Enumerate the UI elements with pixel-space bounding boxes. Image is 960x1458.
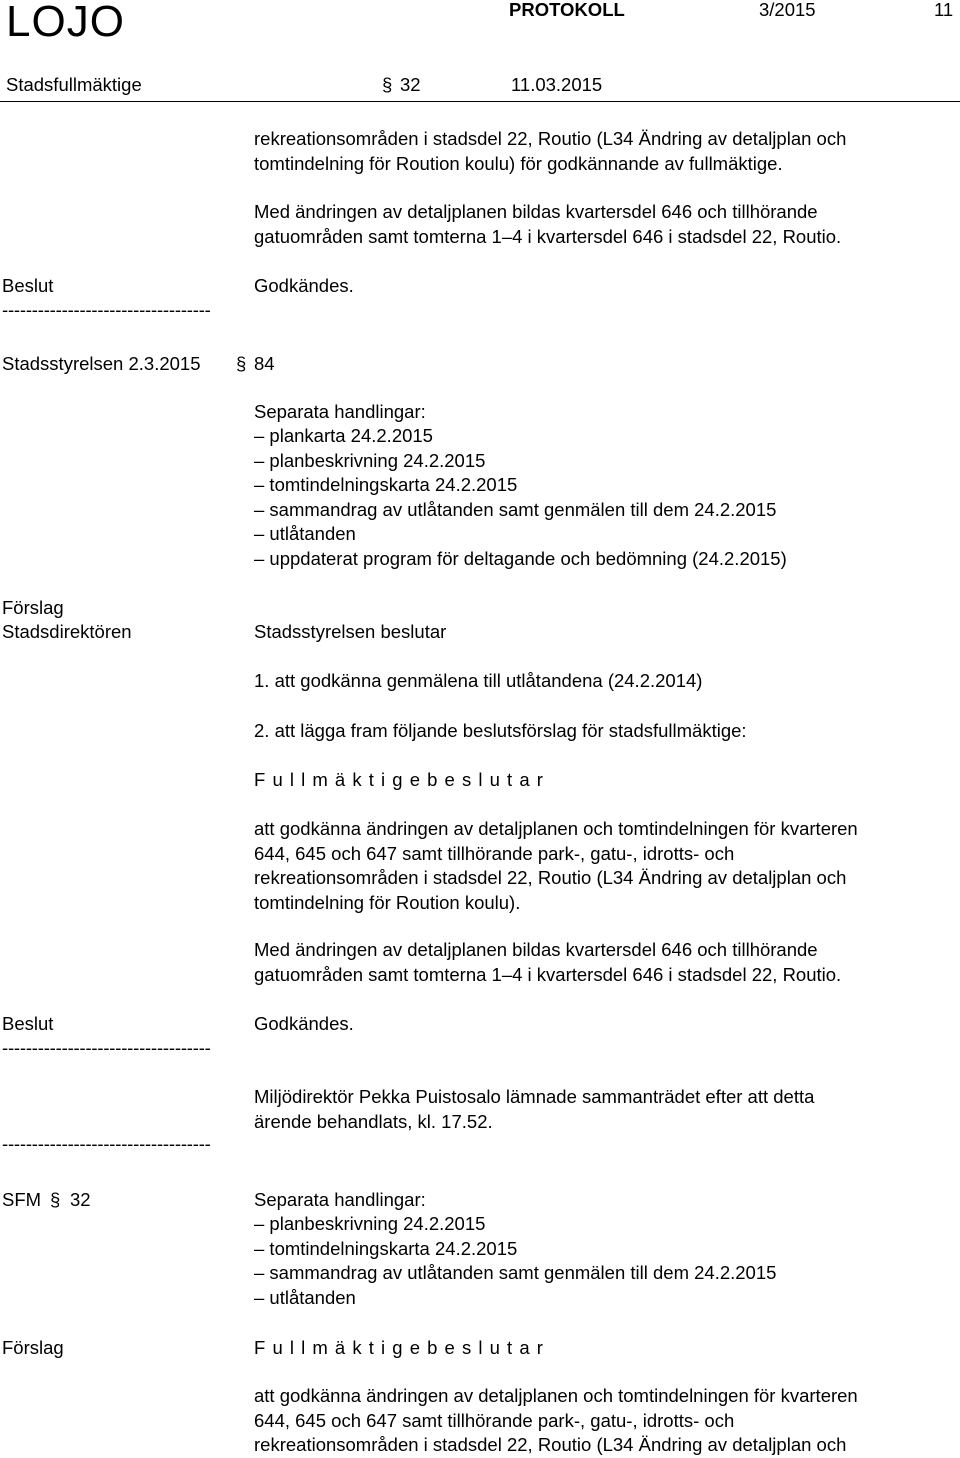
divider: ----------------------------------- xyxy=(2,1037,211,1058)
section-sign-icon: § xyxy=(382,74,393,95)
beslut-value: Godkändes. xyxy=(254,1013,354,1034)
attachments-title: Separata handlingar: xyxy=(254,1189,426,1210)
list-item: – tomtindelningskarta 24.2.2015 xyxy=(254,1237,518,1259)
meeting-date: 11.03.2015 xyxy=(511,74,603,95)
list-item: – uppdaterat program för deltagande och bedömning (24.2.2015) xyxy=(254,547,787,569)
header-rule xyxy=(0,101,960,102)
list-item: – tomtindelningskarta 24.2.2015 xyxy=(254,474,518,495)
list-item: – utlåtanden xyxy=(254,1286,356,1308)
body-name: Stadsfullmäktige xyxy=(6,74,142,95)
approve-text: att godkänna ändringen av detaljplanen och tomtindelningen för kvarteren 644, 645 och 647 samt tillhörande park-, gatu-, idrotts- och rekreationsområden i stadsdel 22, Routio (L34 Ändring av detaljplan och xyxy=(254,1385,858,1455)
section-number: 32 xyxy=(400,74,421,95)
attachments-list xyxy=(254,424,787,571)
note-text: Miljödirektör Pekka Puistosalo lämnade sammanträdet efter att detta ärende behandlats, kl. 17.52. xyxy=(254,1086,815,1132)
intro-text: rekreationsområden i stadsdel 22, Routio (L34 Ändring av detaljplan och tomtindelning för Roution koulu) för godkännande av fullmäktige. xyxy=(254,128,847,174)
logo: LOJO xyxy=(6,0,125,46)
document-number: 3/2015 xyxy=(759,0,816,20)
ss-heading-prefix: Stadsstyrelsen 2.3.2015 xyxy=(2,353,201,374)
list-item: – plankarta 24.2.2015 xyxy=(254,425,433,446)
forslag-label: Förslag xyxy=(2,1337,64,1358)
divider: ----------------------------------- xyxy=(2,1133,211,1154)
forslag-label: Förslag xyxy=(2,597,64,618)
decision-item-2: 2. att lägga fram följande beslutsförslag för stadsfullmäktige: xyxy=(254,720,747,741)
list-item: – sammandrag av utlåtanden samt genmälen till dem 24.2.2015 xyxy=(254,498,777,520)
attachments-list xyxy=(254,1212,776,1310)
list-item: – utlåtanden xyxy=(254,523,356,544)
attachments-title: Separata handlingar: xyxy=(254,401,426,422)
section-sign-icon: § xyxy=(50,1189,61,1210)
section-sign-icon: § xyxy=(236,353,247,374)
ss-heading-number: 84 xyxy=(254,353,275,374)
list-item: – sammandrag av utlåtanden samt genmälen till dem 24.2.2015 xyxy=(254,1262,777,1283)
beslut-value: Godkändes. xyxy=(254,275,354,296)
beslut-label: Beslut xyxy=(2,1013,54,1034)
list-item: – planbeskrivning 24.2.2015 xyxy=(254,449,486,471)
proposer-label: Stadsdirektören xyxy=(2,621,132,642)
decides-heading: Stadsstyrelsen beslutar xyxy=(254,621,447,642)
council-decides-heading: F u l l m ä k t i g e b e s l u t a r xyxy=(254,1337,543,1358)
list-item: – planbeskrivning 24.2.2015 xyxy=(254,1213,486,1234)
change-text: Med ändringen av detaljplanen bildas kvartersdel 646 och tillhörande gatuområden samt tomterna 1–4 i kvartersdel 646 i stadsdel 22, Routio. xyxy=(254,939,842,985)
decision-item-1: 1. att godkänna genmälena till utlåtandena (24.2.2014) xyxy=(254,670,703,691)
council-decides-heading: F u l l m ä k t i g e b e s l u t a r xyxy=(254,769,543,790)
divider: ----------------------------------- xyxy=(2,299,211,320)
intro-change-text: Med ändringen av detaljplanen bildas kvartersdel 646 och tillhörande gatuområden samt tomterna 1–4 i kvartersdel 646 i stadsdel 22, Routio. xyxy=(254,201,842,247)
approve-text: att godkänna ändringen av detaljplanen och tomtindelningen för kvarteren 644, 645 och 647 samt tillhörande park-, gatu-, idrotts- och rekreationsområden i stadsdel 22, Routio (L34 Ändring av detaljplan och tomtindelning för Roution koulu). xyxy=(254,818,858,913)
document-type: PROTOKOLL xyxy=(509,0,625,20)
page-number: 11 xyxy=(934,0,954,20)
sfm-label: SFM xyxy=(2,1189,42,1210)
beslut-label: Beslut xyxy=(2,275,54,296)
sfm-number: 32 xyxy=(70,1189,91,1210)
